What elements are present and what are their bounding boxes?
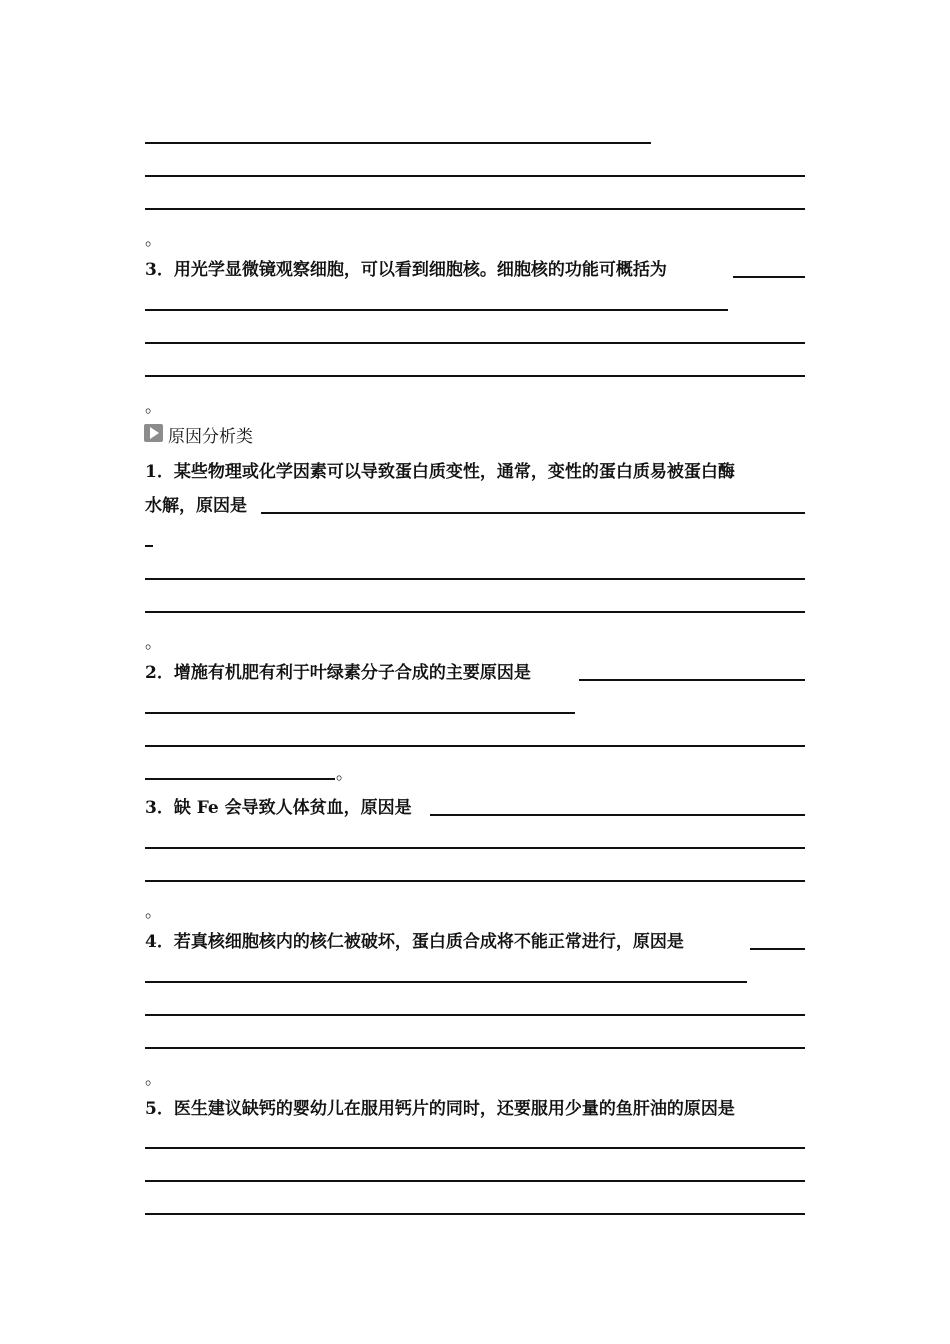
answer-line[interactable] (145, 880, 805, 882)
question-number: 3． (145, 260, 174, 280)
answer-line[interactable] (145, 611, 805, 613)
sentence-period: 。 (145, 633, 162, 653)
question-text: 缺 Fe 会导致人体贫血，原因是 (173, 798, 412, 818)
question-number: 1． (145, 462, 174, 482)
cause-question-2 (145, 662, 531, 684)
answer-line[interactable] (261, 512, 805, 514)
answer-line[interactable] (145, 745, 805, 747)
sentence-period: 。 (145, 230, 162, 250)
answer-line[interactable] (733, 276, 805, 278)
question-text: 某些物理或化学因素可以导致蛋白质变性，通常，变性的蛋白质易被蛋白酶 (173, 462, 735, 482)
play-icon (144, 424, 163, 442)
sentence-period: 。 (145, 397, 162, 417)
question-number: 5． (145, 1099, 174, 1119)
question-number: 3． (145, 798, 174, 818)
answer-line[interactable] (145, 375, 805, 377)
question-3-nucleus (145, 259, 667, 281)
cause-question-1 (145, 461, 735, 483)
answer-line[interactable] (145, 1147, 805, 1149)
answer-line[interactable] (145, 778, 335, 780)
answer-line[interactable] (579, 679, 805, 681)
answer-line[interactable] (145, 578, 805, 580)
answer-line[interactable] (145, 545, 153, 547)
question-number: 2． (145, 663, 174, 683)
question-text: 医生建议缺钙的婴幼儿在服用钙片的同时，还要服用少量的鱼肝油的原因是 (173, 1099, 735, 1119)
answer-line[interactable] (145, 1180, 805, 1182)
sentence-period: 。 (145, 902, 162, 922)
answer-line[interactable] (430, 814, 805, 816)
answer-line[interactable] (145, 712, 575, 714)
cause-question-3 (145, 797, 412, 819)
question-number: 4． (145, 932, 174, 952)
section-title: 原因分析类 (168, 427, 253, 447)
sentence-period: 。 (145, 1069, 162, 1089)
question-text: 增施有机肥有利于叶绿素分子合成的主要原因是 (173, 663, 531, 683)
question-text: 用光学显微镜观察细胞，可以看到细胞核。细胞核的功能可概括为 (173, 260, 667, 280)
answer-line[interactable] (145, 1014, 805, 1016)
answer-line[interactable] (145, 175, 805, 177)
cause-question-1-line2: 水解，原因是 (145, 496, 247, 516)
question-text: 若真核细胞核内的核仁被破坏，蛋白质合成将不能正常进行，原因是 (173, 932, 684, 952)
answer-line[interactable] (145, 1213, 805, 1215)
answer-line[interactable] (145, 1047, 805, 1049)
cause-question-4 (145, 931, 684, 953)
answer-line[interactable] (145, 342, 805, 344)
sentence-period: 。 (336, 764, 353, 784)
answer-line[interactable] (750, 948, 805, 950)
answer-line[interactable] (145, 142, 651, 144)
cause-question-5 (145, 1098, 735, 1120)
answer-line[interactable] (145, 208, 805, 210)
answer-line[interactable] (145, 309, 728, 311)
answer-line[interactable] (145, 981, 747, 983)
answer-line[interactable] (145, 847, 805, 849)
